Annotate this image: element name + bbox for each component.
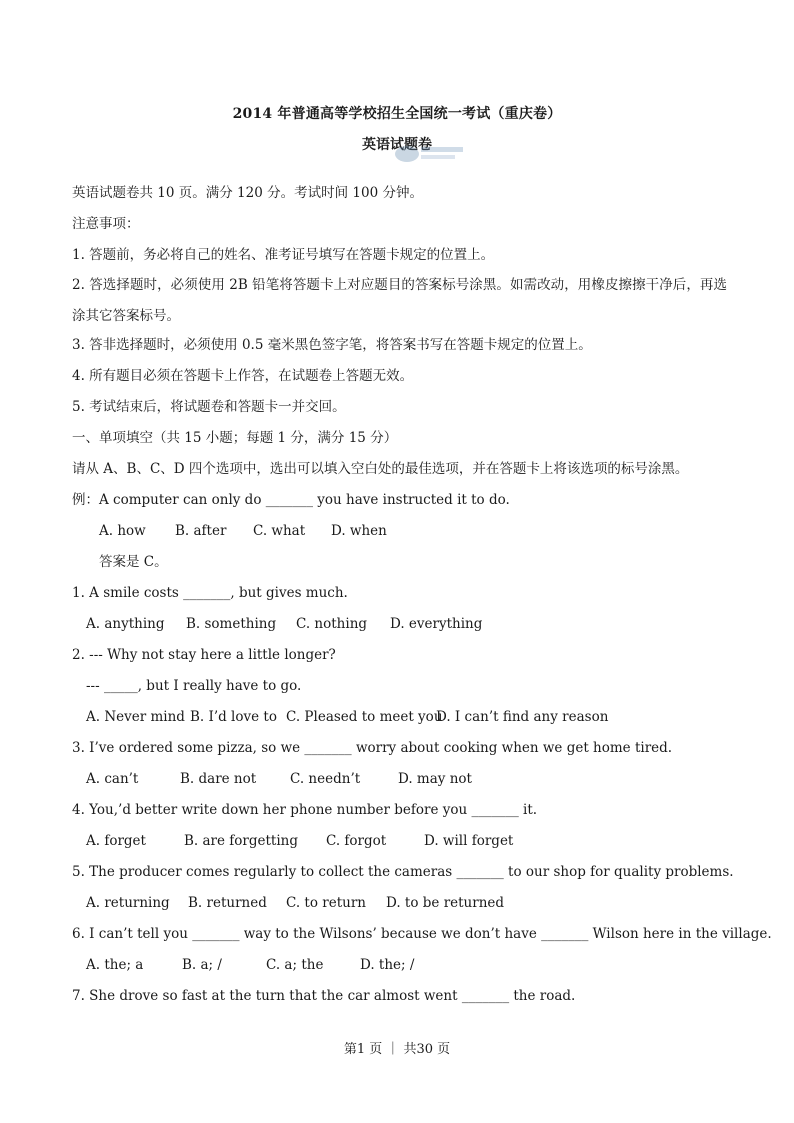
exam-title: 2014 年普通高等学校招生全国统一考试（重庆卷）	[232, 106, 562, 122]
question-options	[72, 829, 727, 860]
option-b: B. returned	[188, 895, 267, 911]
note-item: 3. 答非选择题时，必须使用 0.5 毫米黑色签字笔，将答案书写在答题卡规定的位置上。	[72, 337, 592, 353]
option-b: B. are forgetting	[184, 833, 298, 849]
option-c: C. Pleased to meet you	[286, 709, 443, 725]
option-a: A. forget	[86, 833, 146, 849]
exam-content	[72, 181, 772, 1015]
exam-info: 英语试题卷共 10 页。满分 120 分。考试时间 100 分钟。	[72, 185, 423, 201]
example-answer: 答案是 C。	[99, 554, 168, 570]
note-item: 1. 答题前，务必将自己的姓名、准考证号填写在答题卡规定的位置上。	[72, 247, 495, 263]
option-c: C. a; the	[266, 957, 324, 973]
option-d: D. the; /	[360, 957, 415, 973]
question-stem: 1. A smile costs _______, but gives much.	[72, 585, 348, 601]
watermark-logo-icon	[393, 142, 467, 164]
question-stem-continued: --- _____, but I really have to go.	[86, 678, 302, 694]
question-stem: 5. The producer comes regularly to collect the cameras _______ to our shop for quality problems.	[72, 864, 734, 880]
question-stem: 4. You,’d better write down her phone number before you _______ it.	[72, 802, 538, 818]
option-c: C. forgot	[326, 833, 387, 849]
option-a: A. the; a	[86, 957, 144, 973]
question-options	[72, 767, 727, 798]
note-item: 2. 答选择题时，必须使用 2B 铅笔将答题卡上对应题目的答案标号涂黑。如需改动，用橡皮擦擦干净后，再选涂其它答案标号。	[72, 277, 727, 324]
option-b: B. something	[186, 616, 277, 632]
option-b: B. after	[175, 523, 227, 539]
option-c: C. nothing	[296, 616, 368, 632]
example-options	[72, 519, 727, 550]
option-b: B. a; /	[182, 957, 222, 973]
section-instruction: 请从 A、B、C、D 四个选项中，选出可以填入空白处的最佳选项，并在答题卡上将该选项的标号涂黑。	[72, 461, 689, 477]
option-d: D. when	[331, 523, 387, 539]
notice-title: 注意事项：	[72, 216, 140, 232]
option-d: D. everything	[390, 616, 483, 632]
option-c: C. what	[253, 523, 306, 539]
option-b: B. dare not	[180, 771, 257, 787]
note-item: 5. 考试结束后，将试题卷和答题卡一并交回。	[72, 399, 346, 415]
option-c: C. needn’t	[290, 771, 361, 787]
exam-subtitle: 英语试题卷	[362, 137, 432, 153]
note-item: 4. 所有题目必须在答题卡上作答，在试题卷上答题无效。	[72, 368, 414, 384]
question-stem: 2. --- Why not stay here a little longer?	[72, 647, 336, 663]
question-options	[72, 891, 727, 922]
question-stem: 3. I’ve ordered some pizza, so we _______ worry about cooking when we get home tired.	[72, 740, 673, 756]
option-a: A. returning	[86, 895, 170, 911]
question-options	[72, 953, 727, 984]
question-stem: 7. She drove so fast at the turn that the car almost went _______ the road.	[72, 988, 576, 1004]
option-a: A. Never mind	[86, 709, 185, 725]
option-d: D. will forget	[424, 833, 514, 849]
page-footer: 第1 页 ｜ 共30 页	[343, 1042, 451, 1057]
example-stem: 例：A computer can only do _______ you have instructed it to do.	[72, 492, 510, 508]
option-d: D. I can’t find any reason	[436, 709, 609, 725]
option-a: A. how	[99, 523, 146, 539]
question-stem: 6. I can’t tell you _______ way to the Wilsons’ because we don’t have _______ Wilson here in the village.	[72, 926, 772, 942]
section-heading: 一、单项填空（共 15 小题；每题 1 分，满分 15 分）	[72, 430, 398, 446]
option-d: D. to be returned	[386, 895, 505, 911]
option-a: A. can’t	[86, 771, 139, 787]
option-a: A. anything	[86, 616, 165, 632]
question-options	[72, 705, 727, 736]
question-options	[72, 612, 727, 643]
option-c: C. to return	[286, 895, 366, 911]
option-b: B. I’d love to	[190, 709, 277, 725]
option-d: D. may not	[398, 771, 472, 787]
